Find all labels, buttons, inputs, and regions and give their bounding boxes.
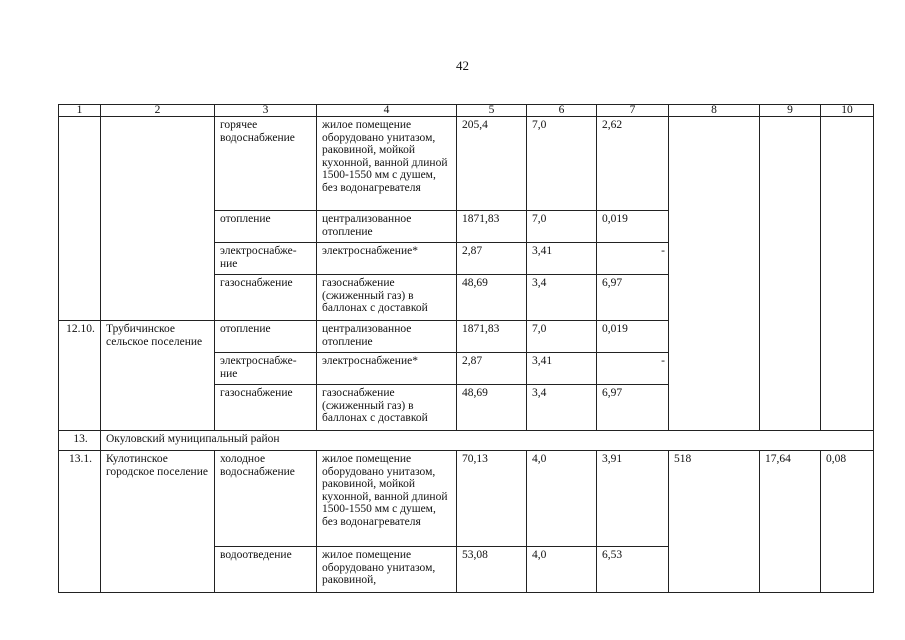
value-cell: 2,62	[597, 117, 669, 211]
value-cell: 53,08	[457, 547, 527, 593]
header-cell: 9	[760, 105, 821, 117]
header-row	[59, 105, 874, 117]
header-cell: 6	[527, 105, 597, 117]
header-cell: 7	[597, 105, 669, 117]
value-cell: 3,41	[527, 353, 597, 385]
value-cell: 0,08	[821, 451, 874, 593]
header-cell: 4	[317, 105, 457, 117]
value-cell: 7,0	[527, 117, 597, 211]
value-cell: 6,97	[597, 385, 669, 431]
value-cell: 1871,83	[457, 211, 527, 243]
service-cell: отопление	[215, 211, 317, 243]
value-cell: 7,0	[527, 211, 597, 243]
service-cell: газоснабжение	[215, 385, 317, 431]
value-cell: -	[597, 353, 669, 385]
header-cell: 1	[59, 105, 101, 117]
empty-cell	[760, 117, 821, 431]
header-cell: 5	[457, 105, 527, 117]
description-cell: жилое помещение оборудовано унитазом, раковиной, мойкой кухонной, ванной длиной 1500-1550 мм с душем, без водонагревателя	[317, 117, 457, 211]
value-cell: 2,87	[457, 243, 527, 275]
value-cell: 3,91	[597, 451, 669, 547]
value-cell: 3,4	[527, 275, 597, 321]
row-number: 13.1.	[59, 451, 101, 593]
description-cell: газоснабжение (сжиженный газ) в баллонах с доставкой	[317, 275, 457, 321]
description-cell: централизованное отопление	[317, 211, 457, 243]
value-cell: 3,4	[527, 385, 597, 431]
value-cell: 17,64	[760, 451, 821, 593]
settlement-name: Кулотинское городское поселение	[101, 451, 215, 593]
value-cell: 7,0	[527, 321, 597, 353]
value-cell: 1871,83	[457, 321, 527, 353]
service-cell: холодное водоснабжение	[215, 451, 317, 547]
value-cell: 48,69	[457, 385, 527, 431]
district-name: Окуловский муниципальный район	[101, 431, 874, 451]
service-cell: газоснабжение	[215, 275, 317, 321]
value-cell: 4,0	[527, 547, 597, 593]
header-cell: 8	[669, 105, 760, 117]
value-cell: 0,019	[597, 211, 669, 243]
service-cell: электроснабже-ние	[215, 243, 317, 275]
service-cell: отопление	[215, 321, 317, 353]
service-cell: горячее водоснабжение	[215, 117, 317, 211]
value-cell: 6,97	[597, 275, 669, 321]
value-cell: 2,87	[457, 353, 527, 385]
row-number: 12.10.	[59, 321, 101, 431]
settlement-name: Трубичинское сельское поселение	[101, 321, 215, 431]
header-cell: 2	[101, 105, 215, 117]
page-number: 42	[456, 58, 469, 73]
row-number: 13.	[59, 431, 101, 451]
tariff-table	[58, 104, 874, 593]
header-cell: 10	[821, 105, 874, 117]
service-cell: водоотведение	[215, 547, 317, 593]
value-cell: 205,4	[457, 117, 527, 211]
empty-cell	[59, 117, 101, 321]
description-cell: жилое помещение оборудовано унитазом, раковиной,	[317, 547, 457, 593]
value-cell: 0,019	[597, 321, 669, 353]
table-row	[59, 117, 874, 211]
service-cell: электроснабже-ние	[215, 353, 317, 385]
table-row	[59, 431, 874, 451]
description-cell: электроснабжение*	[317, 353, 457, 385]
value-cell: 6,53	[597, 547, 669, 593]
value-cell: 4,0	[527, 451, 597, 547]
empty-cell	[669, 117, 760, 431]
table-row	[59, 451, 874, 547]
description-cell: электроснабжение*	[317, 243, 457, 275]
description-cell: централизованное отопление	[317, 321, 457, 353]
value-cell: 48,69	[457, 275, 527, 321]
empty-cell	[101, 117, 215, 321]
value-cell: 518	[669, 451, 760, 593]
value-cell: -	[597, 243, 669, 275]
value-cell: 70,13	[457, 451, 527, 547]
value-cell: 3,41	[527, 243, 597, 275]
empty-cell	[821, 117, 874, 431]
header-cell: 3	[215, 105, 317, 117]
description-cell: газоснабжение (сжиженный газ) в баллонах с доставкой	[317, 385, 457, 431]
description-cell: жилое помещение оборудовано унитазом, раковиной, мойкой кухонной, ванной длиной 1500-1550 мм с душем, без водонагревателя	[317, 451, 457, 547]
